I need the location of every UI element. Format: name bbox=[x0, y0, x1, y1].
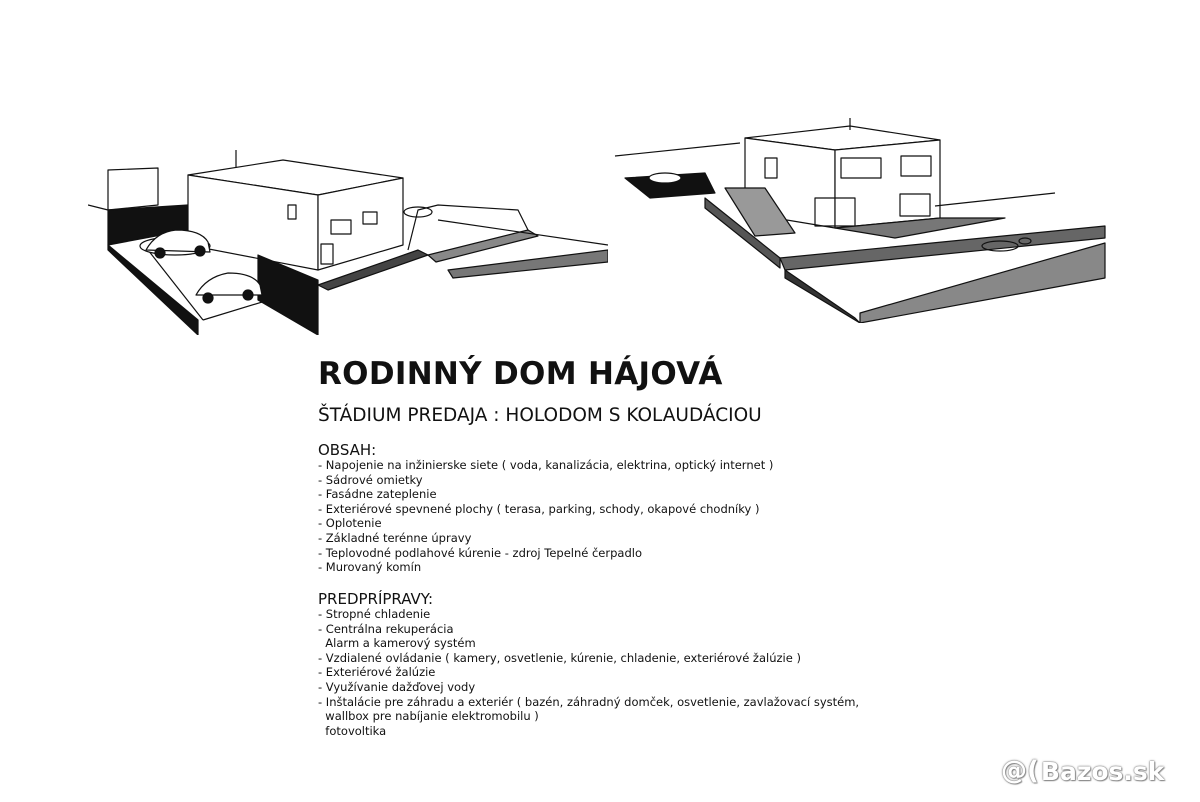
bazos-watermark bbox=[1001, 756, 1164, 786]
preparations-list bbox=[318, 607, 859, 738]
list-item: - Exteriérové spevnené plochy ( terasa, parking, schody, okapové chodníky ) bbox=[318, 501, 760, 516]
list-item: - Napojenie na inžinierske siete ( voda, kanalizácia, elektrina, optický internet ) bbox=[318, 458, 774, 472]
list-item: - Fasádne zateplenie bbox=[318, 487, 437, 502]
list-item: - Vzdialené ovládanie ( kamery, osvetlenie, kúrenie, chladenie, exteriérové žalúzie ) bbox=[318, 650, 801, 665]
list-item: - Základné terénne úpravy bbox=[318, 530, 472, 545]
at-icon: @( bbox=[1001, 756, 1039, 786]
list-item: - Exteriérové žalúzie bbox=[318, 665, 436, 680]
list-item: - Teplovodné podlahové kúrenie - zdroj Tepelné čerpadlo bbox=[318, 545, 642, 560]
list-item: - Oplotenie bbox=[318, 516, 382, 531]
list-item: - Centrálna rekuperácia bbox=[318, 621, 454, 636]
list-item: - Sádrové omietky bbox=[318, 472, 423, 487]
list-item: - Murovaný komín bbox=[318, 560, 422, 575]
contents-list bbox=[318, 458, 773, 575]
section-title: PREDPRÍPRAVY: bbox=[318, 590, 434, 608]
contents-section bbox=[318, 442, 773, 575]
list-item: wallbox pre nabíjanie elektromobilu ) bbox=[318, 709, 539, 724]
watermark-text: Bazos.sk bbox=[1040, 756, 1165, 786]
list-item: - Využívanie dažďovej vody bbox=[318, 679, 476, 694]
house-render-left bbox=[88, 150, 608, 335]
list-item: - Stropné chladenie bbox=[318, 607, 431, 621]
list-item: fotovoltika bbox=[318, 723, 387, 738]
sale-stage-subtitle: ŠTÁDIUM PREDAJA : HOLODOM S KOLAUDÁCIOU bbox=[318, 405, 762, 426]
house-render-right bbox=[605, 118, 1120, 323]
list-item: - Inštalácie pre záhradu a exteriér ( bazén, záhradný domček, osvetlenie, zavlažovací systém, bbox=[318, 694, 860, 709]
page-title: RODINNÝ DOM HÁJOVÁ bbox=[318, 356, 723, 392]
list-item: Alarm a kamerový systém bbox=[318, 636, 476, 651]
preparations-section bbox=[318, 591, 859, 738]
section-title: OBSAH: bbox=[318, 441, 377, 459]
